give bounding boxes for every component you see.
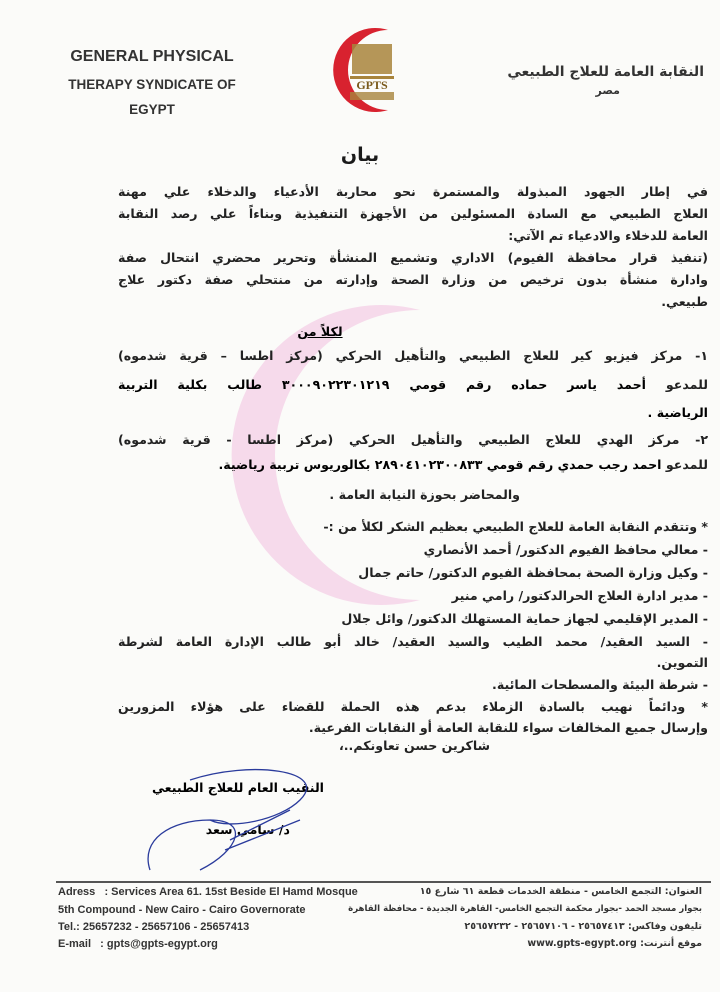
intro-line: في إطار الجهود المبذولة والمستمرة نحو محاربة الأدعياء والدخلاء علي مهنة <box>118 184 708 199</box>
item1-person: أحمد ياسر حماده رقم قومي ٣٠٠٠٩٠٢٢٣٠١٢١٩ طالب بكلية التربية <box>118 377 646 392</box>
for-both-heading: لكلاً من <box>297 324 343 339</box>
footer-city-ar: بجوار مسجد الحمد -بجوار محكمة التجمع الخامس- القاهرة الجديدة - محافظة القاهرة <box>348 904 702 914</box>
intro-line: العلاج الطبيعي مع السادة المسئولين من الأجهزة التنفيذية وبناءاً علي رصد النقابة <box>118 206 708 221</box>
document-title: بيان <box>340 144 380 166</box>
org-name-en-line-3: EGYPT <box>129 102 175 117</box>
signature <box>130 760 350 880</box>
intro-line: (تنفيذ قرار محافظة الفيوم) الاداري وتشميع المنشأة وتحرير محضري انتحال صفة <box>118 250 708 265</box>
thanks-line: - السيد العقيد/ محمد الطيب والسيد العقيد/ خالد أبو طالب الإدارة العامة لشرطة <box>118 634 708 649</box>
footer-city-en: 5th Compound - New Cairo - Cairo Governorate <box>58 904 306 916</box>
footer-website-ar: موقع أنترنت: www.gpts-egypt.org <box>527 938 702 949</box>
thanks-line: * وتتقدم النقابة العامة للعلاج الطبيعي بعظيم الشكر لكلأ من :- <box>323 519 708 534</box>
thanks-line: - مدير ادارة العلاج الحرالدكتور/ رامي منير <box>451 588 708 603</box>
item1-line2 <box>118 377 708 392</box>
footer-email-en: E-mail : gpts@gpts-egypt.org <box>58 938 218 950</box>
org-name-en-line-2: THERAPY SYNDICATE OF <box>68 77 236 92</box>
thanks-line: - وكيل وزارة الصحة بمحافظة الفيوم الدكتور/ حاتم جمال <box>358 565 708 580</box>
footer-phone-ar: تليفون وفاكس: ٢٥٦٥٧٤١٣ - ٢٥٦٥٧١٠٦ - ٢٥٦٥٧٢٣٢ <box>464 921 702 932</box>
reports-note: والمحاضر بحوزة النيابة العامة . <box>329 487 520 502</box>
signatory-name: د/ سامي سعد <box>205 822 290 837</box>
org-name-en-line-1: GENERAL PHYSICAL <box>70 48 234 65</box>
item2-person: احمد رجب حمدي رقم قومي ٢٨٩٠٤١٠٢٣٠٠٨٣٣ بكالوريوس تربية رياضية. <box>218 457 662 472</box>
signatory-title: النقيب العام للعلاج الطبيعي <box>151 780 324 795</box>
thanks-line: - معالي محافظ الفيوم الدكتور/ أحمد الأنصاري <box>423 542 708 557</box>
gpts-logo <box>326 24 418 116</box>
item2-line2 <box>118 457 708 472</box>
item2-prefix: للمدعو <box>665 457 708 472</box>
footer-address-ar: العنوان: التجمع الخامس - منطقة الخدمات قطعة ٦١ شارع ١٥ <box>419 886 702 897</box>
thanks-line: * ودائماً نهيب بالسادة الزملاء بدعم هذه الحملة للقضاء على هؤلاء المزورين <box>118 699 708 714</box>
org-country-ar: مصر <box>595 84 620 97</box>
footer-phone-en: Tel.: 25657232 - 25657106 - 25657413 <box>58 921 250 933</box>
intro-line: العامة للدخلاء والادعياء تم الآتي: <box>508 228 708 243</box>
logo-text: GPTS <box>356 78 388 92</box>
intro-line: وادارة منشأة بدون ترخيص من وزارة الصحة وإدارته من منتحلي صفة دكتور علاج <box>118 272 708 287</box>
thanks-line: - شرطة البيئة والمسطحات المائية. <box>492 677 708 692</box>
item1-line3: الرياضية . <box>647 405 708 420</box>
item1-prefix: للمدعو <box>665 377 708 392</box>
item1-line1: ١- مركز فيزيو كير للعلاج الطبيعي والتأهيل الحركي (مركز اطسا – قرية شدموه) <box>118 348 708 363</box>
footer-divider <box>56 881 711 883</box>
closing: شاكرين حسن تعاونكم..، <box>338 738 490 753</box>
intro-line: طبيعي. <box>661 294 708 309</box>
thanks-line: التموين. <box>656 655 708 670</box>
item2-line1: ٢- مركز الهدي للعلاج الطبيعي والتأهيل الحركي (مركز اطسا - قرية شدموه) <box>118 432 708 447</box>
thanks-line: - المدير الإقليمي لجهاز حماية المستهلك الدكتور/ وائل جلال <box>341 611 708 626</box>
org-name-ar: النقابة العامة للعلاج الطبيعي <box>507 64 704 80</box>
thanks-line: وإرسال جميع المخالفات سواء للنقابة العامة أو النقابات الفرعية. <box>308 720 708 735</box>
footer-address-en: Adress : Services Area 61. 15st Beside El Hamd Mosque <box>58 886 358 898</box>
